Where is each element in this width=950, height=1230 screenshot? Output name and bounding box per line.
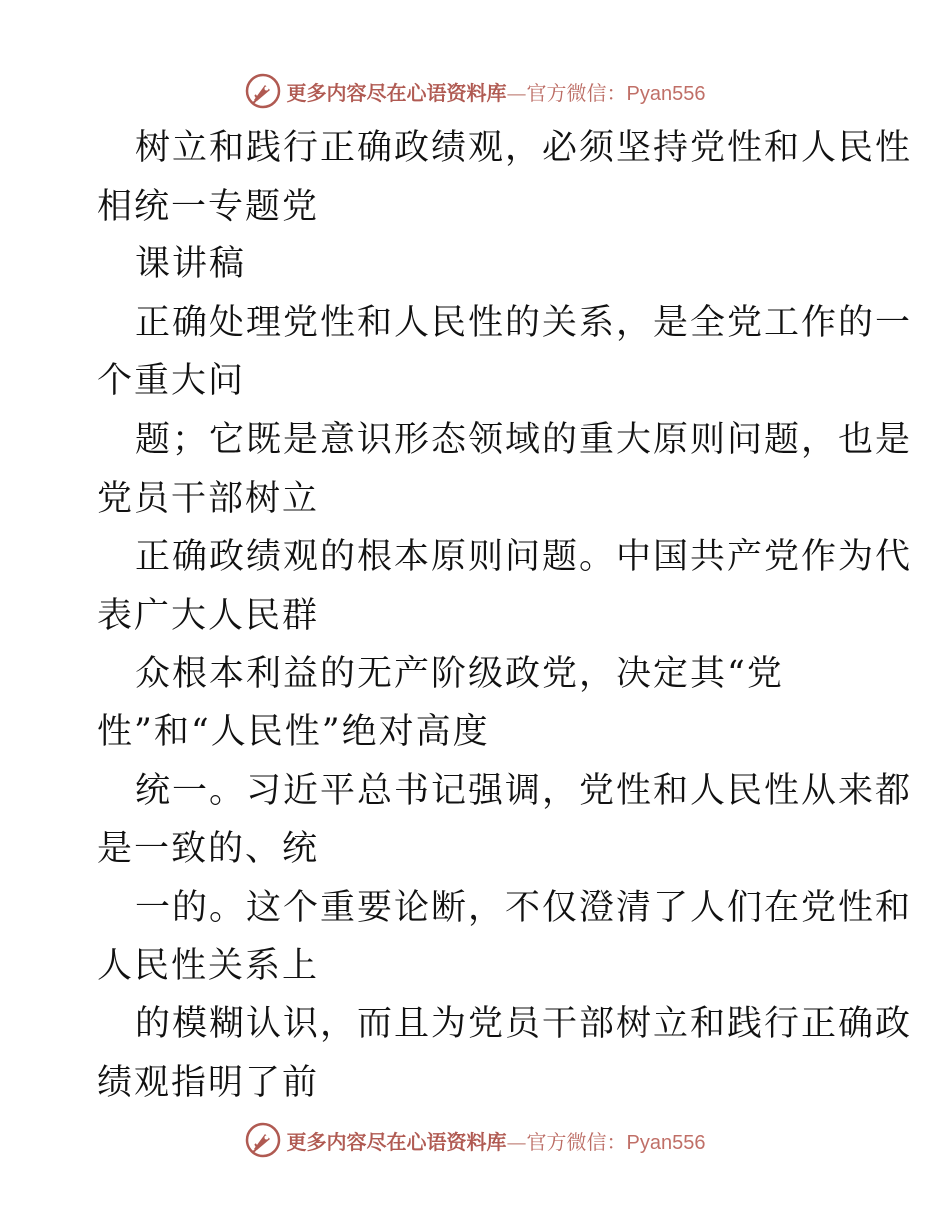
header-watermark: [0, 71, 950, 111]
watermark-contact-label: 官方微信：: [526, 80, 627, 105]
text-line: 绩观指明了前: [97, 1063, 320, 1103]
watermark-dash: —: [506, 1129, 527, 1154]
text-line: 是一致的、统: [97, 829, 320, 869]
watermark-contact-label: 官方微信：: [526, 1129, 627, 1154]
text-line: 性”和“人民性”绝对高度: [97, 712, 490, 752]
text-line: 人民性关系上: [97, 946, 320, 986]
text-line: 党员干部树立: [97, 479, 320, 519]
text-line: 一的。这个重要论断，不仅澄清了人们在党性和: [135, 888, 913, 928]
text-line: 正确政绩观的根本原则问题。中国共产党作为代: [135, 537, 913, 577]
watermark-contact-id: Pyan556: [626, 1131, 706, 1154]
pen-nib-logo-icon: [245, 73, 281, 109]
watermark-text: [287, 77, 706, 106]
watermark-contact-id: Pyan556: [626, 82, 706, 105]
text-line: 众根本利益的无产阶级政党，决定其“党: [135, 654, 784, 694]
watermark-text: [287, 1126, 706, 1155]
text-line: 表广大人民群: [97, 596, 320, 636]
text-line: 个重大问: [97, 361, 246, 401]
text-line: 统一。习近平总书记强调，党性和人民性从来都: [135, 771, 913, 811]
text-line: 正确处理党性和人民性的关系，是全党工作的一: [135, 303, 913, 343]
watermark-dash: —: [506, 80, 527, 105]
footer-watermark: [0, 1120, 950, 1160]
text-line: 题；它既是意识形态领域的重大原则问题，也是: [135, 420, 913, 460]
pen-nib-logo-icon: [245, 1122, 281, 1158]
text-line: 树立和践行正确政绩观，必须坚持党性和人民性: [135, 128, 913, 168]
watermark-site: 更多内容尽在心语资料库: [286, 1129, 507, 1154]
text-line: 相统一专题党: [97, 187, 320, 227]
text-line: 的模糊认识，而且为党员干部树立和践行正确政: [135, 1004, 913, 1044]
watermark-site: 更多内容尽在心语资料库: [286, 80, 507, 105]
text-line: 课讲稿: [135, 244, 247, 284]
